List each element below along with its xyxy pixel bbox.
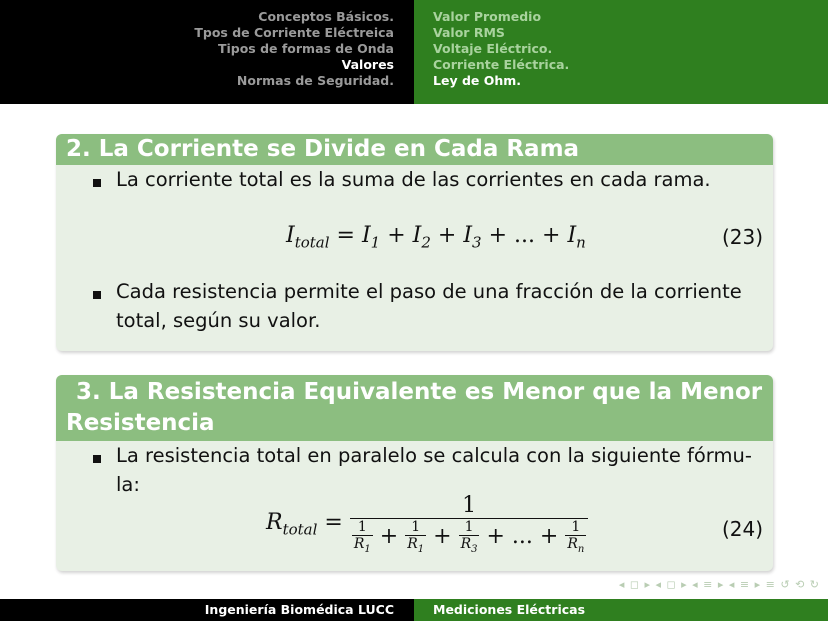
eq-sub-fraction bbox=[405, 519, 426, 555]
bullet-marker bbox=[93, 179, 101, 187]
beamer-navigation-symbols[interactable]: ◂ ◻ ▸ ◂ ◻ ▸ ◂ ≡ ▸ ◂ ≡ ▸ ≡ ↺ ⟲ ↻ bbox=[618, 578, 820, 591]
eq-term-sub: 2 bbox=[421, 233, 431, 252]
eq-term: I bbox=[567, 223, 577, 248]
eq-sub-numerator: 1 bbox=[571, 519, 581, 535]
nav-section-normas[interactable]: Normas de Seguridad. bbox=[236, 73, 394, 88]
header-sections-panel bbox=[0, 0, 414, 104]
eq-plus: + bbox=[488, 223, 508, 248]
eq-main-fraction bbox=[350, 493, 589, 555]
eq-sub-denominator bbox=[459, 535, 480, 555]
eq-lhs-symbol: I bbox=[286, 223, 295, 248]
eq-sub-symbol: R bbox=[407, 536, 418, 552]
bullet-text: Cada resistencia permite el paso de una fracción de la corriente total, según su valor. bbox=[116, 280, 742, 332]
nav-sub-valor-promedio[interactable]: Valor Promedio bbox=[433, 9, 542, 24]
eq-term: I bbox=[412, 223, 422, 248]
nav-sub-corriente[interactable]: Corriente Eléctrica. bbox=[433, 57, 570, 72]
footer-right-panel bbox=[414, 599, 828, 621]
nav-sub-valor-rms[interactable]: Valor RMS bbox=[433, 25, 505, 40]
eq-lhs-symbol: R bbox=[266, 509, 283, 535]
eq-sub-index: 1 bbox=[364, 543, 371, 555]
bullet-marker bbox=[93, 455, 101, 463]
eq-term-sub: 1 bbox=[370, 233, 381, 252]
block-resistencia-equivalente bbox=[56, 375, 773, 571]
footer-presentation-title: Mediciones Eléctricas bbox=[433, 602, 586, 617]
eq-plus: + bbox=[379, 523, 399, 549]
eq-plus: + bbox=[387, 223, 406, 248]
eq-sub-fraction bbox=[352, 519, 373, 555]
eq-equals: = bbox=[324, 509, 343, 535]
eq-sub-index: 3 bbox=[471, 543, 478, 555]
equation-current-sum bbox=[286, 223, 586, 251]
eq-main-denominator bbox=[350, 518, 589, 555]
nav-section-valores[interactable]: Valores bbox=[341, 57, 394, 72]
block-body bbox=[56, 165, 773, 351]
footer-left-panel bbox=[0, 599, 414, 621]
equation-number: (23) bbox=[721, 225, 763, 249]
eq-sub-fraction bbox=[459, 519, 480, 555]
nav-section-conceptos[interactable]: Conceptos Básicos. bbox=[258, 9, 394, 24]
eq-ellipsis: ... bbox=[514, 223, 536, 248]
bullet-text: La corriente total es la suma de las corrientes en cada rama. bbox=[116, 168, 711, 191]
eq-sub-numerator: 1 bbox=[357, 519, 367, 535]
eq-plus: + bbox=[539, 523, 559, 549]
eq-sub-numerator: 1 bbox=[411, 519, 421, 535]
eq-sub-denominator bbox=[405, 535, 426, 555]
eq-sub-index: 1 bbox=[417, 543, 425, 555]
eq-sub-index: n bbox=[577, 543, 585, 555]
nav-sub-voltaje[interactable]: Voltaje Eléctrico. bbox=[433, 41, 553, 56]
block-title bbox=[56, 375, 773, 441]
eq-plus: + bbox=[486, 523, 505, 549]
subsection-nav bbox=[433, 9, 569, 89]
header bbox=[0, 0, 828, 104]
eq-ellipsis: ... bbox=[511, 523, 533, 549]
equation-number: (24) bbox=[721, 517, 763, 541]
block-title: 2. La Corriente se Divide en Cada Rama bbox=[56, 134, 773, 165]
bullet-marker bbox=[93, 291, 101, 299]
eq-main-numerator: 1 bbox=[462, 493, 477, 518]
eq-term: I bbox=[463, 223, 473, 248]
bullet-text bbox=[116, 441, 763, 499]
eq-plus: + bbox=[542, 223, 561, 248]
block-title-line: Resistencia bbox=[66, 410, 215, 436]
eq-lhs-sub: total bbox=[282, 520, 318, 539]
header-subsections-panel bbox=[414, 0, 828, 104]
nav-section-tipos-corriente[interactable]: Tpos de Corriente Eléctreica bbox=[194, 25, 394, 40]
block-title-line: 3. La Resistencia Equivalente es Menor que la Menor bbox=[76, 379, 763, 405]
eq-plus: + bbox=[437, 223, 457, 248]
nav-sub-ley-ohm[interactable]: Ley de Ohm. bbox=[433, 73, 522, 88]
nav-section-formas-onda[interactable]: Tipos de formas de Onda bbox=[217, 41, 394, 56]
eq-sub-numerator: 1 bbox=[464, 519, 474, 535]
eq-sub-symbol: R bbox=[567, 536, 578, 552]
eq-sub-fraction bbox=[565, 519, 586, 555]
block-corriente-divide bbox=[56, 134, 773, 351]
eq-term-sub: n bbox=[576, 233, 586, 252]
block-body bbox=[56, 441, 773, 571]
eq-equals: = bbox=[336, 223, 355, 248]
equation-parallel-resistance bbox=[266, 493, 588, 555]
bullet-text-line: la: bbox=[116, 473, 140, 496]
eq-term-sub: 3 bbox=[472, 233, 482, 252]
eq-lhs-sub: total bbox=[294, 233, 330, 252]
eq-lhs bbox=[266, 510, 343, 538]
bullet-text-line: La resistencia total en paralelo se calcula con la siguiente fórmu- bbox=[116, 444, 752, 467]
eq-sub-symbol: R bbox=[353, 536, 365, 552]
footer bbox=[0, 599, 828, 621]
eq-sub-symbol: R bbox=[460, 536, 472, 552]
section-nav bbox=[194, 9, 394, 89]
footer-institution: Ingeniería Biomédica LUCC bbox=[204, 602, 394, 617]
eq-plus: + bbox=[433, 523, 452, 549]
eq-term: I bbox=[361, 223, 371, 248]
eq-sub-denominator bbox=[352, 535, 373, 555]
eq-sub-denominator bbox=[565, 535, 586, 555]
